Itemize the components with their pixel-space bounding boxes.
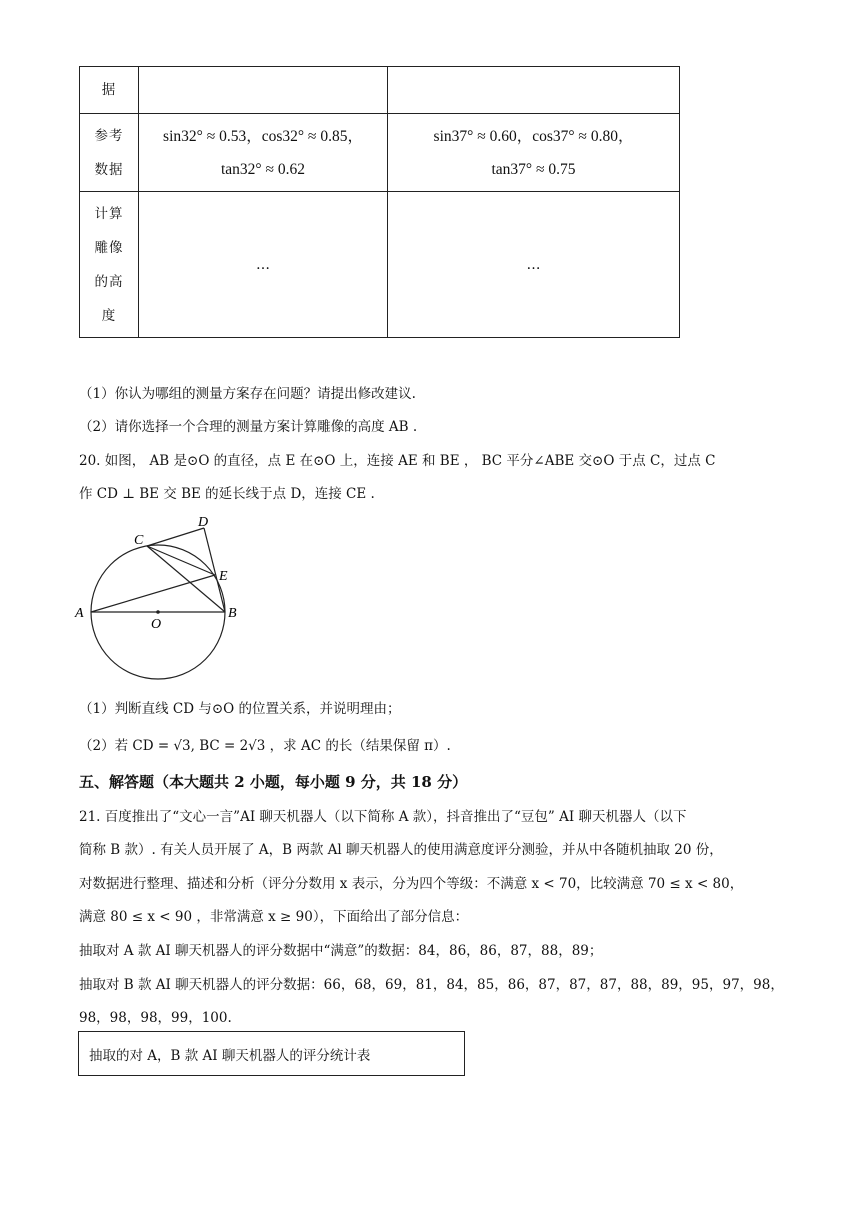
label-o: O bbox=[151, 617, 162, 632]
circle-geometry-figure bbox=[70, 510, 250, 685]
segment-cb bbox=[147, 546, 225, 612]
q21-line3: 对数据进行整理、描述和分析（评分分数用 x 表示，分为四个等级：不满意 x < 70，比较满意 70 ≤ x < 80， bbox=[79, 876, 744, 892]
label-line: 度 bbox=[101, 307, 117, 324]
q21-line1: 21. 百度推出了“文心一言”AI 聊天机器人（以下简称 A 款），抖音推出了“豆包” AI 聊天机器人（以下 bbox=[79, 809, 687, 825]
q21-line7: 98，98，98，99，100. bbox=[79, 1010, 232, 1026]
label-b: B bbox=[228, 606, 237, 621]
reference-table bbox=[79, 66, 680, 338]
label-d: D bbox=[198, 515, 209, 530]
q20-part2: （2）若 CD = √3, BC = 2√3 ，求 AC 的长（结果保留 π）. bbox=[79, 738, 451, 754]
q21-line6: 抽取对 B 款 AI 聊天机器人的评分数据：66，68，69，81，84，85，86，87，87，87，88，89，95，97，98， bbox=[79, 977, 784, 993]
section-5-title: 五、解答题（本大题共 2 小题，每小题 9 分，共 18 分） bbox=[79, 773, 468, 791]
q19-part1: （1）你认为哪组的测量方案存在问题？请提出修改建议. bbox=[79, 386, 416, 402]
label-e: E bbox=[219, 569, 228, 584]
q21-line4: 满意 80 ≤ x < 90 ，非常满意 x ≥ 90），下面给出了部分信息： bbox=[79, 909, 469, 925]
table-cell bbox=[388, 67, 680, 114]
label-line: 雕像 bbox=[94, 239, 124, 256]
score-table-caption-box bbox=[78, 1031, 465, 1076]
score-table-caption: 抽取的对 A，B 款 AI 聊天机器人的评分统计表 bbox=[89, 1048, 371, 1064]
table-row bbox=[80, 114, 680, 192]
table-cell bbox=[139, 67, 388, 114]
center-point bbox=[156, 610, 160, 614]
table-cell-label bbox=[80, 192, 139, 338]
label-line: 参考 bbox=[94, 127, 124, 144]
q21-line5: 抽取对 A 款 AI 聊天机器人的评分数据中“满意”的数据：84，86，86，87，88，89； bbox=[79, 943, 603, 959]
table-row bbox=[80, 192, 680, 338]
math-line: tan37° ≈ 0.75 bbox=[491, 160, 576, 178]
q20-part1: （1）判断直线 CD 与⊙O 的位置关系，并说明理由； bbox=[79, 701, 401, 717]
table-cell-reference-data-32 bbox=[139, 114, 388, 192]
math-line: tan32° ≈ 0.62 bbox=[220, 160, 306, 178]
segment-cd bbox=[147, 528, 204, 546]
q21-line2: 简称 B 款）. 有关人员开展了 A，B 两款 Al 聊天机器人的使用满意度评分测验，并从中各随机抽取 20 份， bbox=[79, 842, 723, 858]
label-line: 计算 bbox=[94, 205, 124, 222]
q20-stem-line1: 20. 如图， AB 是⊙O 的直径，点 E 在⊙O 上，连接 AE 和 BE ， BC 平分∠ABE 交⊙O 于点 C，过点 C bbox=[79, 453, 716, 469]
table-row bbox=[80, 67, 680, 114]
table-cell-label: 据 bbox=[80, 67, 139, 114]
q19-part2: （2）请你选择一个合理的测量方案计算雕像的高度 AB . bbox=[79, 419, 418, 435]
q20-stem-line2: 作 CD ⊥ BE 交 BE 的延长线于点 D，连接 CE . bbox=[79, 486, 375, 502]
segment-ae bbox=[91, 575, 215, 612]
table-cell: … bbox=[388, 192, 680, 338]
label-c: C bbox=[134, 533, 144, 548]
label-line: 的高 bbox=[94, 273, 124, 290]
label-line: 数据 bbox=[94, 161, 124, 178]
table-cell-label bbox=[80, 114, 139, 192]
table-cell: … bbox=[139, 192, 388, 338]
segment-ce bbox=[147, 546, 215, 575]
math-line: sin37° ≈ 0.60，cos37° ≈ 0.80， bbox=[433, 127, 634, 145]
math-line: sin32° ≈ 0.53，cos32° ≈ 0.85， bbox=[163, 127, 363, 145]
table-cell-reference-data-37 bbox=[388, 114, 680, 192]
label-a: A bbox=[75, 606, 84, 621]
